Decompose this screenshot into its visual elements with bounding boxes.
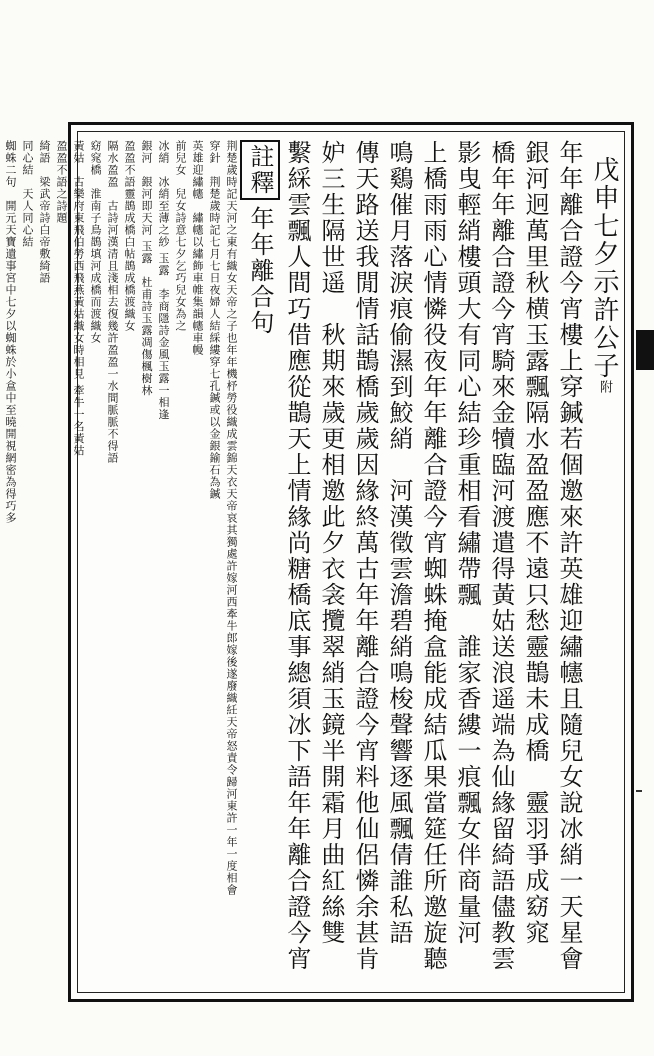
note-line: 前兒女 兒女詩意七夕乞巧兒女為之: [174, 140, 187, 332]
poem-line: 年年離合證今宵樓上穿鍼若個邀來許英雄迎繡幰且隨兒女說冰綃一天星會: [555, 140, 583, 972]
note-line: 荆楚歲時記天河之東有織女天帝之子也年年機杼勞役織成雲錦天衣天帝哀其獨處許嫁河西牽牛郎嫁後遂廢織紝天帝怒責令歸河東許一年一度相會: [225, 140, 238, 896]
note-line: 隔水盈盈 古詩河漢清且淺相去復幾許盈盈一水間脈脈不得語: [106, 140, 119, 464]
note-line: 穿針 荆楚歲時記七月七日夜婦人結綵縷穿七孔鍼或以金銀鍮石為鍼: [208, 140, 221, 500]
poem-title-attach: 附: [597, 380, 612, 395]
note-line: 盈盈不語之詩題: [55, 140, 68, 224]
note-line: 盈盈不語靈鵲成橋白帖鵲成橋渡織女: [123, 140, 136, 332]
page-edge-mark: [636, 790, 642, 802]
note-line: 黃姑 古樂府東飛伯勞西飛燕黃姑織女時相見 牽牛一名黃姑: [72, 140, 85, 457]
poem-title-text: 戊申七夕示許公子: [589, 156, 619, 380]
poem-title: [586, 134, 622, 990]
note-line: 蜘蛛二句 開元天寶遺事宮中七夕以蜘蛛於小盒中至曉開視網密為得巧多: [4, 140, 17, 524]
poem-line: 鳴鷄催月落淚痕偷濕到鮫綃 河漢徵雲澹碧綃鳴梭聲響逐風飄倩誰私語: [385, 140, 413, 946]
poem-line: 傳天路送我閒情話鵲橋歲歲因緣終萬古年年離合證今宵料他仙侶憐余甚肯: [351, 140, 379, 972]
poem-line: 橋年年離合證今宵騎來金犢臨河渡遣得黃姑送浪遥端為仙緣留綺語儘教雲: [487, 140, 515, 972]
scan-margin: [0, 0, 654, 118]
note-line: 同心結 天人同心結: [21, 140, 34, 248]
vertical-text-block: [4, 134, 622, 990]
note-line: 綺語 梁武帝詩白帝敷綺語: [38, 140, 51, 284]
notes-heading-col: [240, 134, 280, 990]
note-line: 冰綃 冰綃至薄之紗 玉露 李商隱詩金風玉露一相逢: [157, 140, 170, 421]
note-line: 窈窕橋 淮南子鳥鵲填河成橋而渡織女: [89, 140, 102, 344]
poem-line: 繫綵雲飄人間巧借應從鵲天上情緣尚糖橋底事總須冰下語年年離合證今宵: [283, 140, 311, 972]
page-edge-tab: [636, 330, 654, 370]
notes-label: 註釋: [240, 140, 280, 200]
poem-line: 影曳輕綃樓頭大有同心結珍重相看繡帶飄 誰家香縷一痕飄女伴商量河: [453, 140, 481, 946]
poem-line: 銀河迥萬里秋横玉露飄隔水盈盈應不遠只愁靈鵲未成橋 靈羽爭成窈窕: [521, 140, 549, 946]
note-line: 英雄迎繡幰 繡幰以繡飾車帷集韻幰車幔: [191, 140, 204, 356]
poem-line: 上橋雨雨心情憐役夜年年離合證今宵蜘蛛掩盒能成結瓜果當筵任所邀旋聽: [419, 140, 447, 972]
notes-heading: 年年離合句: [246, 206, 274, 336]
note-line: 銀河 銀河即天河 玉露 杜甫詩玉露凋傷楓樹林: [140, 140, 153, 397]
poem-line: 妒三生隔世遥 秋期來歲更相邀此夕衣衾攬翠綃玉鏡半開霜月曲紅絲雙: [317, 140, 345, 946]
